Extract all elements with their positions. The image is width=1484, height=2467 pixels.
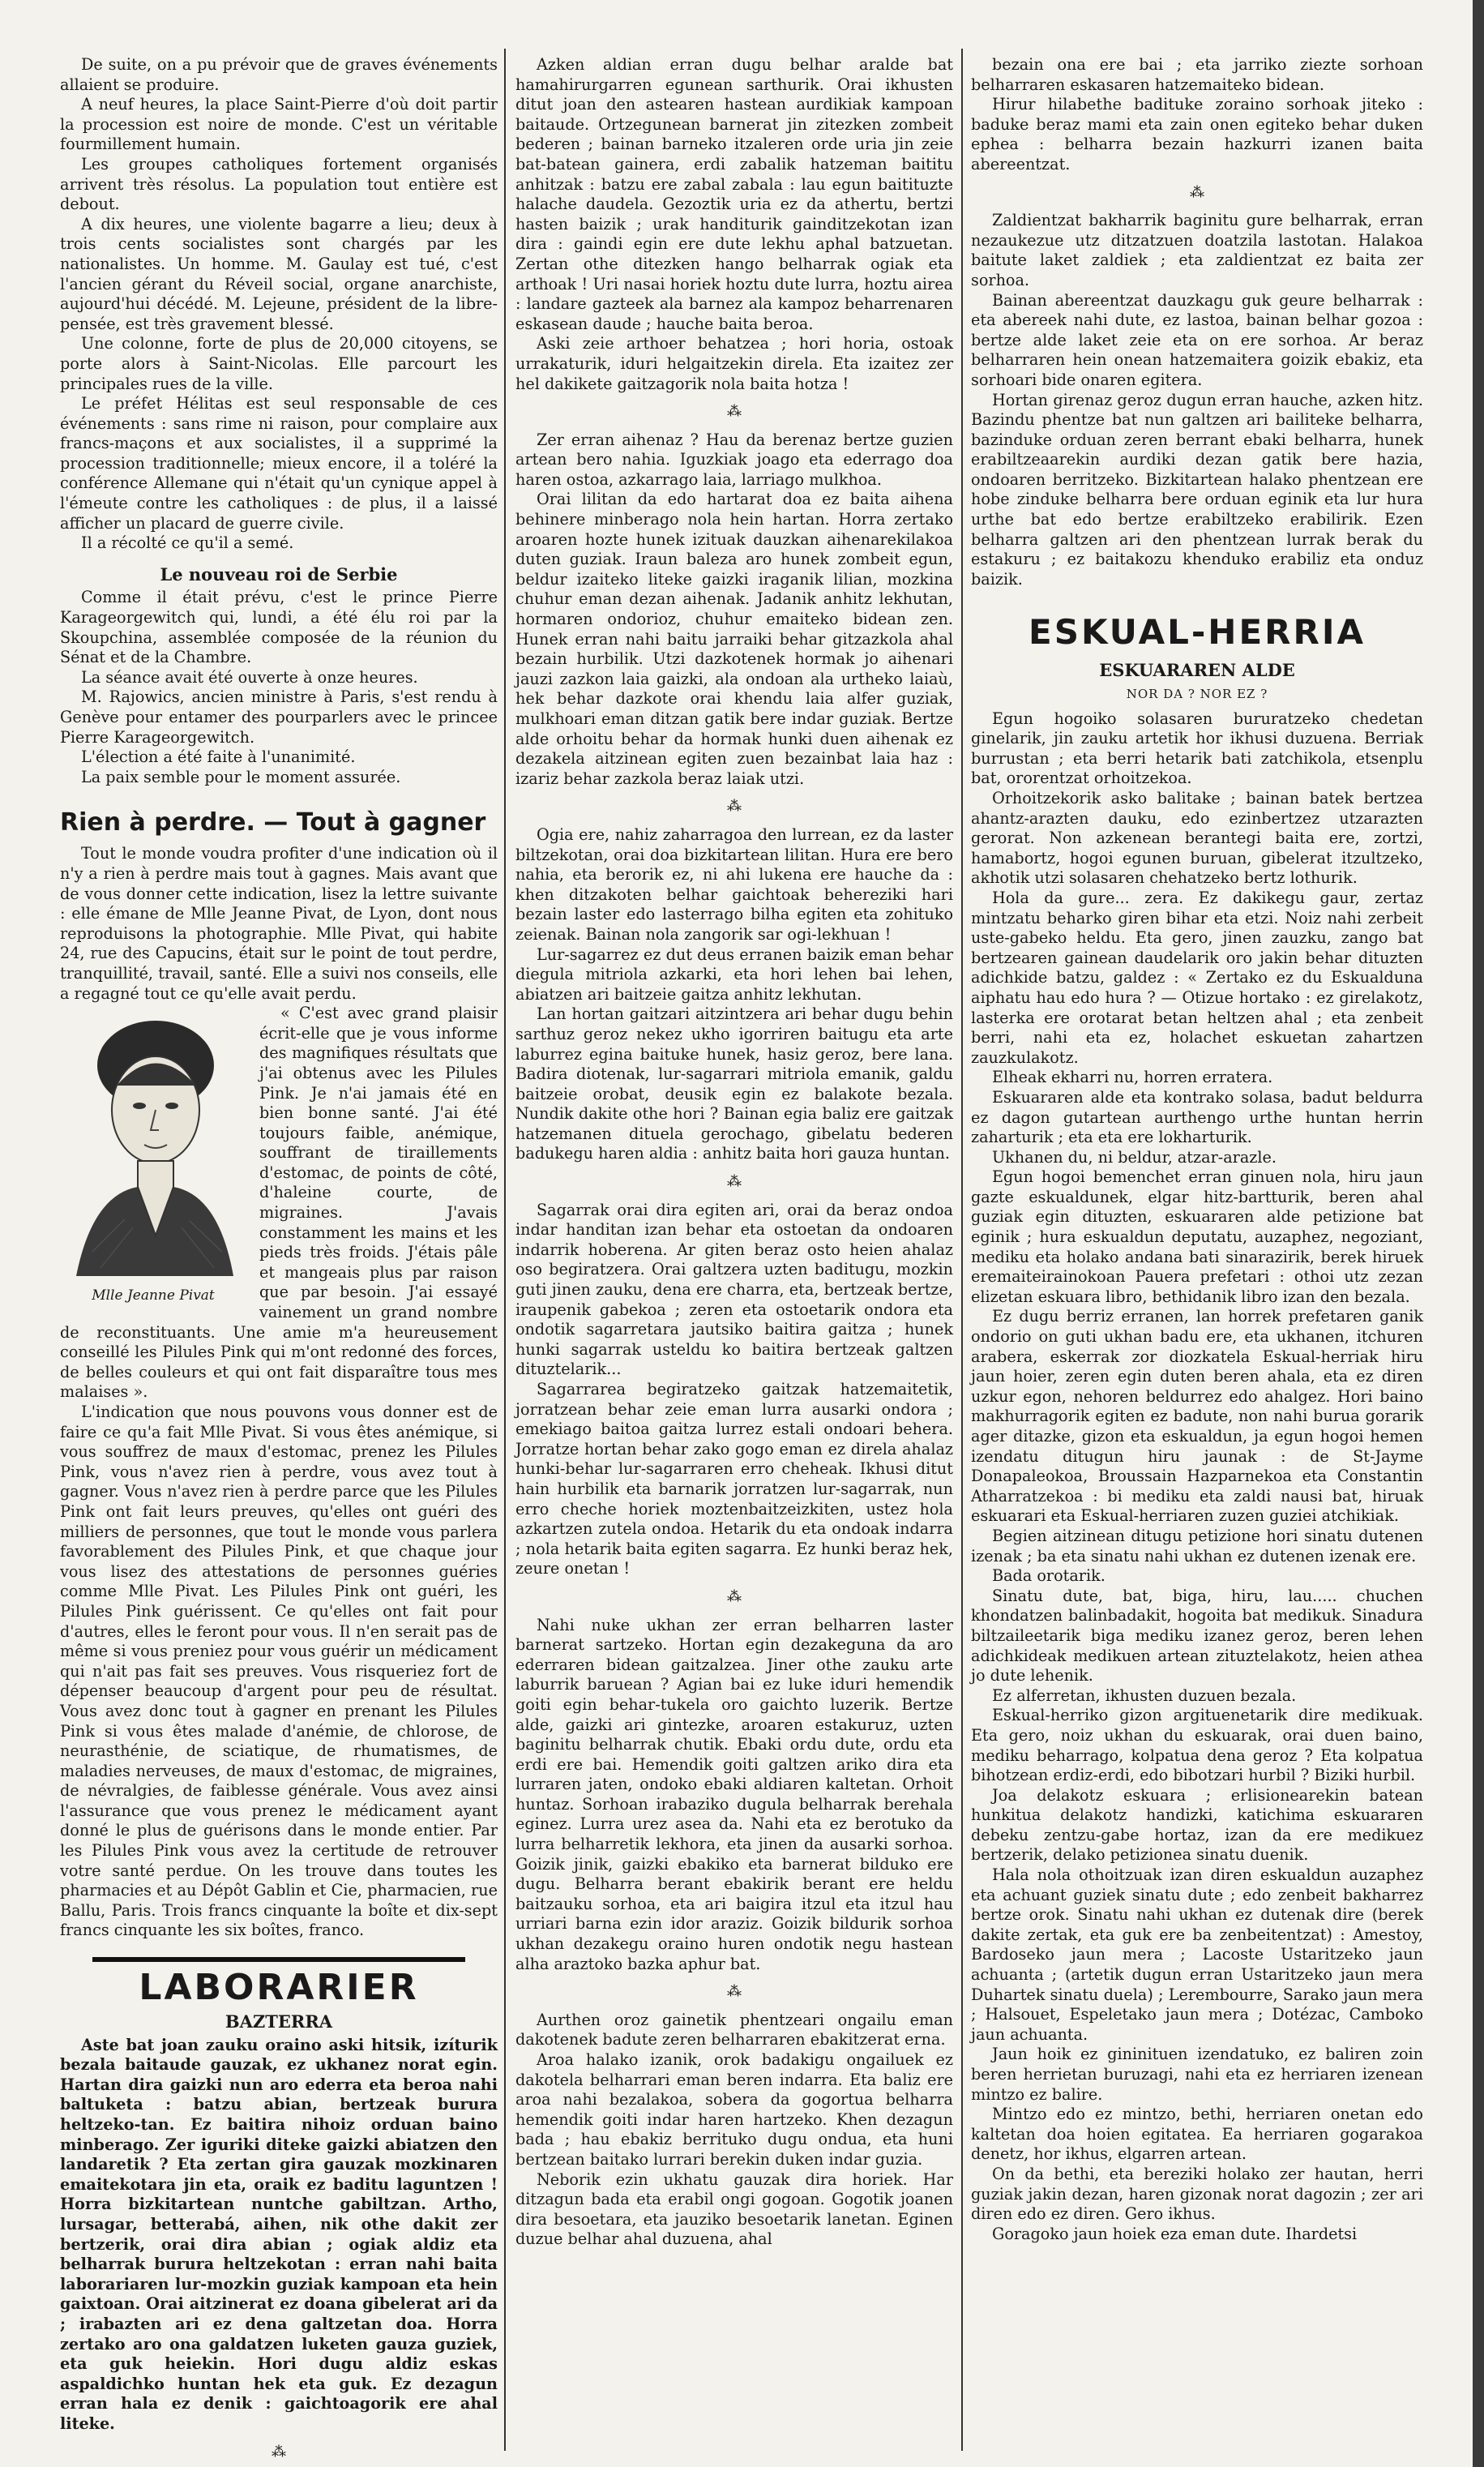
article-paragraph: « C'est avec grand plaisir écrit-elle que je vous informe des magnifiques résultats que j'ai obtenus avec les Pilules Pink. Je n'ai jamais été en bien bonne santé. J'ai été toujours faible, anémique, souffrant de tiraillements d'estomac, de points de côté, d'haleine courte, de migraines. J'avais constamment les mains et les pieds très froids. J'étais pâle et mangeais plus par raison que par besoin. J'ai essayé vainement un grand nombre de reconstituants. Une amie m'a heureusement conseillé les Pilules Pink qui m'ont redonné des forces, de belles couleurs et qui ont fait disparaître tous mes malaises ». [60, 1004, 498, 1402]
article-paragraph: Le préfet Hélitas est seul responsable de ces événements : sans rime ni raison, pour complaire aux francs-maçons et aux socialistes, il a supprimé la procession traditionnelle; mieux encore, il a toléré la conférence Allemane qui n'était qu'un cynique appel à l'émeute contre les catholiques : de plus, il a laissé afficher un placard de guerre civile. [60, 394, 498, 533]
column-rule-right [961, 49, 963, 2451]
article-paragraph: Hirur hilabethe badituke zoraino sorhoak jiteko : baduke beraz mami eta zain onen egiteko behar duken ephea : belharra bezain hazkurri izanen baita abereentzat. [971, 95, 1423, 173]
article-paragraph: Ukhanen du, ni beldur, atzar-arazle. [992, 1147, 1277, 1167]
section-separator-icon: ⁂ [727, 1587, 742, 1605]
article-paragraph: bezain ona ere bai ; eta jarriko ziezte sorhoan belharraren eskasaren hatzemaiteko bidean. [971, 55, 1423, 94]
article-paragraph: Goragoko jaun hoiek eza eman dute. Ihardetsi [992, 2224, 1358, 2243]
section-separator-icon: ⁂ [727, 403, 742, 421]
article-paragraph: Tout le monde voudra profiter d'une indication où il n'y a rien à perdre mais tout à gagnes. Mais avant que de vous donner cette indication, lisez la lettre suivante : elle émane de Mlle Jeanne Pivat, de Lyon, dont nous reproduisons la photographie. Mlle Pivat, qui habite 24, rue des Capucins, était sur le point de tout perdre, tranquillité, travail, santé. Elle a suivi nos conseils, elle a regagné tout ce qu'elle avait perdu. [60, 844, 498, 1003]
article-paragraph: Jaun hoik ez gininituen izendatuko, ez baliren zoin beren herrietan buruzagi, nahi eta ez herriaren izenean mintzo ez balire. [971, 2045, 1423, 2104]
article-paragraph: Hortan girenaz geroz dugun erran hauche, azken hitz. Bazindu phentze bat nun galtzen ari bailiteke belharra, bazinduke orduan zeren berrant ebaki belharra, hunek erabiltzeaarekin aurdiki dezan gatik bere hazia, ondoaren berritzeko. Bizkitartean halako phentzean ere hobe zinduke belharra bere orduan eginik eta lur hura urthe bat edo bertze erabiltzeko erabilirik. Ezen belharra galtzen ari den phentzean lurrak berak du estakuru ; ez baitakozu khenduko erabiliz eta onduz baizik. [971, 390, 1423, 589]
article-paragraph: A dix heures, une violente bagarre a lieu; deux à trois cents socialistes sont chargés par les nationalistes. Un homme. M. Gaulay est tué, c'est l'ancien gérant du Réveil social, organe anarchiste, aujourd'hui décédé. M. Lejeune, président de la libre-pensée, est très gravement blessé. [60, 214, 498, 333]
rien-a-perdre-headline: Rien à perdre. — Tout à gagner [60, 808, 486, 837]
article-paragraph: Hala nola othoitzuak izan diren eskualdun auzaphez eta achuant guziek sinatu dute ; edo zenbeit bakharrez bertze orok. Sinatu nahi ukhan ez dutenak dire (berek dakite zertak, eta guk ere ba zenbeitentzat) : Amestoy, Bardoseko jaun mera ; Lacoste Ustaritzeko jaun achuanta ; (artetik dugun erran Ustaritzeko jaun mera Duhartek sinatu duela) ; Lerembourre, Sarako jaun mera ; Halsouet, Espeletako jaun mera ; Dotézac, Camboko jaun achuanta. [971, 1865, 1423, 2044]
article-paragraph: Zaldientzat bakharrik baginitu gure belharrak, erran nezaukezue utz ditzatzuen doatzila lastotan. Halakoa baitute laket zaldiek ; eta zaldientzat ez baita zer sorhoa. [971, 211, 1423, 289]
section-separator-icon: ⁂ [727, 798, 742, 816]
column-1 [60, 55, 498, 2461]
column-2 [515, 55, 953, 2435]
article-paragraph: Bada orotarik. [992, 1566, 1106, 1586]
article-paragraph: Ogia ere, nahiz zaharragoa den lurrean, ez da laster biltzekotan, orai doa bizkitartean lilitan. Hura ere bero nahia, eta berorik ez, ni ahi lukena ere hauche da : khen ditzakoten belhar gaichtoak behereziki hari bezain laster edo lasterrago bilha egiten eta zohituko zeienak. Bainan nola zangorik sar ogi-lekhuan ! [515, 824, 953, 944]
article-paragraph: Orhoitzekorik asko balitake ; bainan batek bertzea ahantz-arazten dauku, edo ezinbertzez utzarazten gerorat. Non azkenean berantegi baita ere, zortzi, hamabortz, hogoi egunen buruan, gibelerat itzultzeko, akhotik utzi solasaren chehatzeko bertz lothurik. [971, 789, 1423, 888]
laborarier-subheadline: BAZTERRA [225, 2011, 333, 2032]
article-paragraph: Les groupes catholiques fortement organisés arrivent très résolus. La population tout entière est debout. [60, 154, 498, 214]
portrait-engraving [60, 1009, 246, 1284]
article-paragraph: L'indication que nous pouvons vous donner est de faire ce qu'a fait Mlle Pivat. Si vous êtes anémique, si vous souffrez de maux d'estomac, prenez les Pilules Pink, vous n'avez rien à perdre, vous avez tout à gagner. Vous n'avez rien à perdre parce que les Pilules Pink ont fait leurs preuves, qu'elles ont guéri des milliers de personnes, que tout le monde vous parlera favorablement des Pilules Pink, et que chaque jour vous lisez des attestations de personnes guéries comme Mlle Pivat. Les Pilules Pink ont guéri, les Pilules Pink guérissent. Ce qu'elles ont fait pour d'autres, elles le feront pour vous. Il n'en serait pas de même si vous preniez pour vous guérir un médicament qui n'ait pas fait ses preuves. Vous risqueriez fort de dépenser beaucoup d'argent pour peu de résultat. Vous avez donc tout à gagner en prenant les Pilules Pink si vous êtes malade d'anémie, de chlorose, de neurasthénie, de sciatique, de rhumatismes, de maladies nerveuses, de maux d'estomac, de migraines, de névralgies, de faiblesse générale. Vous avez ainsi l'assurance que vous prenez le médicament ayant donné le plus de guérisons dans le monde entier. Par les Pilules Pink vous avez la certitude de retrouver votre santé perdue. On les trouve dans toutes les pharmacies et au Dépôt Gablin et Cie, pharmacien, rue Ballu, Paris. Trois francs cinquante la boîte et dix-sept francs cinquante les six boîtes, franco. [60, 1403, 498, 1940]
article-paragraph: Begien aitzinean ditugu petizione hori sinatu dutenen izenak ; ba eta sinatu nahi ukhan ez dutenen izenak ere. [971, 1526, 1423, 1565]
article-paragraph: Ez alferretan, ikhusten duzuen bezala. [992, 1685, 1297, 1705]
article-paragraph: Bainan abereentzat dauzkagu guk geure belharrak : eta abereek nahi dute, ez lastoa, bainan belhar gozoa : bertze alde laket zeie eta on ere sorhoa. Ar beraz belharraren hein onean hatzemaitera goizik ebakiz, eta sorhoari bide onaren egitera. [971, 290, 1423, 389]
article-paragraph: Neborik ezin ukhatu gauzak dira horiek. Har ditzagun bada eta erabil ongi gogoan. Gogotik joanen dira besoetara, eta jauziko besoetarik lanetan. Eginen duzue belhar ahal duzuena, ahal [515, 2169, 953, 2249]
article-paragraph: Sagarrak orai dira egiten ari, orai da beraz ondoa indar handitan izan behar eta ostoetan da ondoaren indarrik hoberena. Ar giten beraz osto heien ahalaz oso begiratzera. Orai galtzera uzten baditugu, mozkin guti jinen zauku, dena ere charra, eta, bertzeak bertze, iraupenik gabekoa ; zeren eta ostoetarik ondora eta ondotik sagarretara jautsiko baitira gaitza ; hunek hunki sagarrak usteldu ko baitira bertzeak galtzen dituztelarik... [515, 1200, 953, 1379]
article-paragraph: Une colonne, forte de plus de 20,000 citoyens, se porte alors à Saint-Nicolas. Elle parcourt les principales rues de la ville. [60, 334, 498, 393]
article-paragraph: Elheak ekharri nu, horren erratera. [992, 1068, 1273, 1087]
article-paragraph: Nahi nuke ukhan zer erran belharren laster barnerat sartzeko. Hortan egin dezakeguna da aro ederraren bidean gaitzalzea. Jiner othe zauku arte laburrik baruean ? Agian bai ez luke iduri hemendik goiti egin behar-tukela oro gaichto luzerik. Bertze alde, gaizki ari gintezke, aroaren estakuruz, uzten baginitu belharrak chutik. Ebaki ordu dute, ordu eta erdi ere bai. Hemendik goiti galtzen ariko dira eta lurraren jaten, ondoko ebaki aldiaren kaltetan. Orhoit huntaz. Sorhoan irabaziko dugula belharrak berehala eginez. Lurra urez asea da. Nahi eta ez berotuko da lurra belharretik lekhora, eta jinen da ausarki sorhoa. Goizik jinik, gaizki ebakiko eta barnerat bilduko ere dugu. Belharra berant ebakirik berant ere heldu baitzauku sorhoa, eta ari baigira itzul eta itzul hau urriari barna ezin idor araziz. Goizik bildurik sorhoa ukhan dezakegu oraino huren ondotik negu hastean alha araztoko bazka aphur bat. [515, 1615, 953, 1973]
article-paragraph: Eskuararen alde eta kontrako solasa, badut beldurra ez dagon gutartean aurthengo urthe huntan herrin zaharturik ; eta eta ere lokharturik. [971, 1087, 1423, 1147]
article-paragraph: Ez dugu berriz erranen, lan horrek prefetaren ganik ondorio on guti ukhan badu ere, eta ukhanen, itchuren arabera, eskerrak zor diozkatela Eskual-herriak hiru jaun hoier, zeren egin duten beren ahala, eta ez diren uzkur egon, nehoren beldurrez edo ahalgez. Hori baino makhurragorik egiten ez badute, non nahi burua gorarik ager ditazke, gizon eta eskualdun, ja egun hogoi hemen izendatu ditugun hiru jaunak : de St-Jayme Donapaleokoa, Broussain Hazparnekoa eta Constantin Atharratzekoa : bi mediku eta zaldi nausi bat, hiruak eskuarari eta Eskual-herriaren zuzen guziei atchikiak. [971, 1307, 1423, 1526]
scan-edge-shadow [1473, 0, 1484, 2467]
section-rule [92, 1957, 465, 1962]
article-paragraph: Sagarrarea begiratzeko gaitzak hatzemaitetik, jorratzean behar zeie eman lurra ausarki ondora ; emekiago baitoa gaitza lurrez estali ondoari behera. Jorratze hortan behar zako gogo eman ez direla ahalaz hunki-behar lur-sagarraren erro cheheak. Ikhusi ditut hain hurbilik eta barnarik jorratzen lur-sagarrak, nun erro cheche horiek moztenbaitzeizkiten, ustez hola azkartzen zutela ondoa. Hetarik du eta ondoak indarra ; nola hetarik baita egiten sagarra. Ez hunki beraz hek, zeure onetan ! [515, 1380, 953, 1578]
section-separator-icon: ⁂ [272, 2443, 286, 2461]
article-paragraph: Aste bat joan zauku oraino aski hitsik, izíturik bezala baitaude gauzak, ez ukhanez norat egin. Hartan dira gaizki nun aro ederra eta beroa nahi baltuketa : batzu abian, bertzeak burura heltzeko-tan. Ez baitira nihoiz orduan baino minberago. Zer iguriki diteke gaizki abiatzen den landaretik ? Eta zertan gira gauzak mozkinaren emaitekotara jin eta, oraik ez baditu laguntzen ! Horra bizkitartean nuntche gabiltzan. Artho, lursagar, betterabá, aihen, nik othe dakit zer bertzerik, orai dira abian ; ogiak aldiz eta belharrak burura heltzekotan : erran nahi baita laborariaren lur-mozkin guziak kampoan eta hein gaixtoan. Orai aitzinerat ez doana gibelerat ari da ; irabazten ari ez dena galtzetan doa. Horra zertako aro ona galdatzen luketen gauza guziek, eta guk heiekin. Hori dugu aldiz eskas aspaldichko huntan hek eta guk. Ez dezagun erran hala ez denik : gaichtoagorik ere ahal liteke. [60, 2035, 498, 2433]
article-paragraph: Sinatu dute, bat, biga, hiru, lau..... chuchen khondatzen balinbadakit, hogoita bat medikuk. Sinadura biltzaileetarik biga mediku izanez geroz, beren lehen adichkideak medikuen artean zituztelakotz, heien athea jo dute lehenik. [971, 1586, 1423, 1685]
article-paragraph: La paix semble pour le moment assurée. [81, 767, 401, 786]
article-paragraph: Hola da gure... zera. Ez dakikegu gaur, zertaz mintzatu beharko giren bihar eta etzi. Noiz nahi zerbeit uste-gabeko heldu. Eta gero, jinen zauzku, zango bat bertzearen gainean daudelarik oro jakin behar dituzten adichkide batzu, galdez : « Zertako ez du Eskualduna aiphatu hau edo hura ? — Otizue hortako : ez girelakotz, lasterka ere orotarat betan heltzen ahal ; eta zenbeit berri, nahi eta ez, holachet eskuetan zahartzen zauzkulakotz. [971, 888, 1423, 1067]
nor-da-subtitle: NOR DA ? NOR EZ ? [1126, 687, 1268, 702]
article-paragraph: Lur-sagarrez ez dut deus erranen baizik eman behar diegula mitriola azkarki, eta hori lehen bai lehen, abiatzen ari baitzeie gaitza anhitz lekhutan. [515, 944, 953, 1004]
section-separator-icon: ⁂ [727, 1173, 742, 1191]
article-paragraph: On da bethi, eta bereziki holako zer hautan, herri guziak jakin dezan, haren gizonak norat dagozin ; zer ari diren edo ez diren. Gero ikhus. [971, 2164, 1423, 2224]
article-paragraph: Lan hortan gaitzari aitzintzera ari behar dugu behin sarthuz geroz nekez ukho igorriren baitugu eta arte laburrez egina baituke hunek, hasiz geroz, bere lana. Badira diotenak, lur-sagarrari mitriola emanik, galdu baitzeie orobat, deusik egin ez balakote bezala. Nundik dakite othe hori ? Bainan egia baliz ere gaitzak hatzemanen dituela gerochago, gibelatu bederen badukegu haren aldia : anhitz baita hori gauza huntan. [515, 1004, 953, 1163]
article-paragraph: Mintzo edo ez mintzo, bethi, herriaren onetan edo kaltetan doa hoien egitatea. Ea herriaren gogarakoa denetz, hor ikhus, elgarren artean. [971, 2105, 1423, 2164]
section-separator-icon: ⁂ [1190, 183, 1204, 201]
article-paragraph: Eskual-herriko gizon argituenetarik dire medikuak. Eta gero, noiz ukhan du eskuarak, orai duen baino, mediku beharrago, kolpatua dena geroz ? Eta kolpatua bihotzean erdiz-erdi, edo bibotzari hurbil ? Biziki hurbil. [971, 1706, 1423, 1785]
eskuararen-alde-subheadline: ESKUARAREN ALDE [1099, 660, 1295, 681]
article-paragraph: A neuf heures, la place Saint-Pierre d'où doit partir la procession est noire de monde. C'est un véritable fourmillement humain. [60, 95, 498, 154]
article-paragraph: L'élection a été faite à l'unanimité. [81, 747, 356, 767]
article-paragraph: Comme il était prévu, c'est le prince Pierre Karageorgewitch qui, lundi, a été élu roi par la Skoupchina, assemblée composée de la réunion du Sénat et de la Chambre. [60, 588, 498, 667]
article-paragraph: Zer erran aihenaz ? Hau da berenaz bertze guzien artean bero nahia. Iguzkiak joago eta ederrago doa haren ostoa, azkarrago laia, larriago mulkhoa. [515, 430, 953, 489]
article-paragraph: Joa delakotz eskuara ; erlisionearekin batean hunkitua delakotz handizki, katichima eskuararen debeku zentzu-gabe hortaz, izan da ere medikuez bertzerik, delako petizionea sinatu duenik. [971, 1785, 1423, 1865]
portrait-figure [60, 1009, 246, 1306]
article-paragraph: Il a récolté ce qu'il a semé. [81, 533, 294, 553]
laborarier-headline: LABORARIER [139, 1967, 419, 2009]
article-paragraph: Egun hogoiko solasaren bururatzeko chedetan ginelarik, jin zauku artetik hor ikhusi duzuena. Berriak burrustan ; eta berri hetarik bati zatchikola, etsenplu bat, ororentzat orhoitzekoa. [971, 709, 1423, 788]
article-paragraph: La séance avait été ouverte à onze heures. [81, 667, 418, 687]
article-paragraph: Aurthen oroz gainetik phentzeari ongailu eman dakotenek badute zeren belharraren ebakitzerat erna. [515, 2010, 953, 2049]
eskual-herria-headline: ESKUAL-HERRIA [1029, 612, 1366, 653]
portrait-caption: Mlle Jeanne Pivat [92, 1287, 215, 1304]
serbie-headline: Le nouveau roi de Serbie [160, 563, 398, 585]
column-rule-left [504, 49, 506, 2451]
article-paragraph: Orai lilitan da edo hartarat doa ez baita aihena behinere minberago nola hein hartan. Horra zertako aroaren hozte hunek izituak dauzkan aihenarekilakoa duten guziak. Iraun baleza aro hunek zombeit egun, beldur izaiteko liteke gaizki iraganik lilian, mozkina chuhur eman dezan aihenak. Jadanik anhitz lekhutan, hormaren ondorioz, chuhur emaiteko bidean zen. Hunek erran nahi baitu jarraiki behar gitzazkola ahal bezain hurbilik. Utzi dazkotenek hormak jo aihenari jauzi zazkon laia gaizki, ala ondoan ala urtheko laiaù, hek behar dazkote orai khendu laia alfer guziak, mulkhoari eman ditzan gatik bere indar guziak. Bertze alde orhoitu behar da hormak hunki duen aihenak ez dezakela aitzinean egiten zuen bezainbat laia haz : izariz behar zazkola beraz laiak utzi. [515, 490, 953, 788]
section-separator-icon: ⁂ [727, 1983, 742, 2001]
article-paragraph: M. Rajowics, ancien ministre à Paris, s'est rendu à Genève pour entamer des pourparlers avec le princee Pierre Karageorgewitch. [60, 687, 498, 747]
column-3 [971, 55, 1423, 2435]
article-paragraph: Aski zeie arthoer behatzea ; hori horia, ostoak urrakaturik, iduri helgaitzekin direla. Eta izaitez zer hel dakikete gaitzagorik nola baita hotza ! [515, 334, 953, 393]
article-paragraph: Aroa halako izanik, orok badakigu ongailuek ez dakotela belharrari eman beren indarra. Eta baliz ere aroa nahi bezalakoa, sobera da gogortua belharra hemendik goiti indar haren hartzeko. Khen dezagun bada ; hau ebakiz berrituko dugu ondua, eta huni bertzean baitako lurrari berekin duken indar guzia. [515, 2050, 953, 2169]
article-paragraph: De suite, on a pu prévoir que de graves événements allaient se produire. [60, 55, 498, 94]
article-paragraph: Egun hogoi bemenchet erran ginuen nola, hiru jaun gazte eskualdunek, elgar hitz-bartturik, beren ahal guziak egin dituzten, eskuararen alde petizione bat eginik ; hura eskualdun deputatu, auzaphez, negoziant, mediku eta holako andana bati sinarazirik, berek hiruek eremaiteirainokoan Pauera prefetari : othoi utz zezan elizetan eskuara libro, bethidanik libro izan den bezala. [971, 1167, 1423, 1306]
article-paragraph: Azken aldian erran dugu belhar aralde bat hamahirurgarren egunean sarthurik. Orai ikhusten ditut joan den astearen hastean aurdikiak kampoan baitaude. Ortzegunean barnerat jin zitezken zombeit bederen ; bainan barneko itzaleren orde uria jin zeie bat-batean gainera, erdi zabalik hatzeman baititu anhitzak : batzu ere zabal zabala : lau egun baitituzte halache daudela. Gezoztik uria ez da athertu, bertzi hasten baizik ; urak handiturik gainditzekotan izan dira : gaindi egin ere dute lekhu aphal batzuetan. Zertan othe ditezken hango belharrak ogiak eta arthoak ! Uri nasai horiek hoztu dute lurra, hoztu airea : landare gazteek ala barnez ala kampoz beharrenaren eskasean daude ; hauche baita beroa. [515, 55, 953, 333]
